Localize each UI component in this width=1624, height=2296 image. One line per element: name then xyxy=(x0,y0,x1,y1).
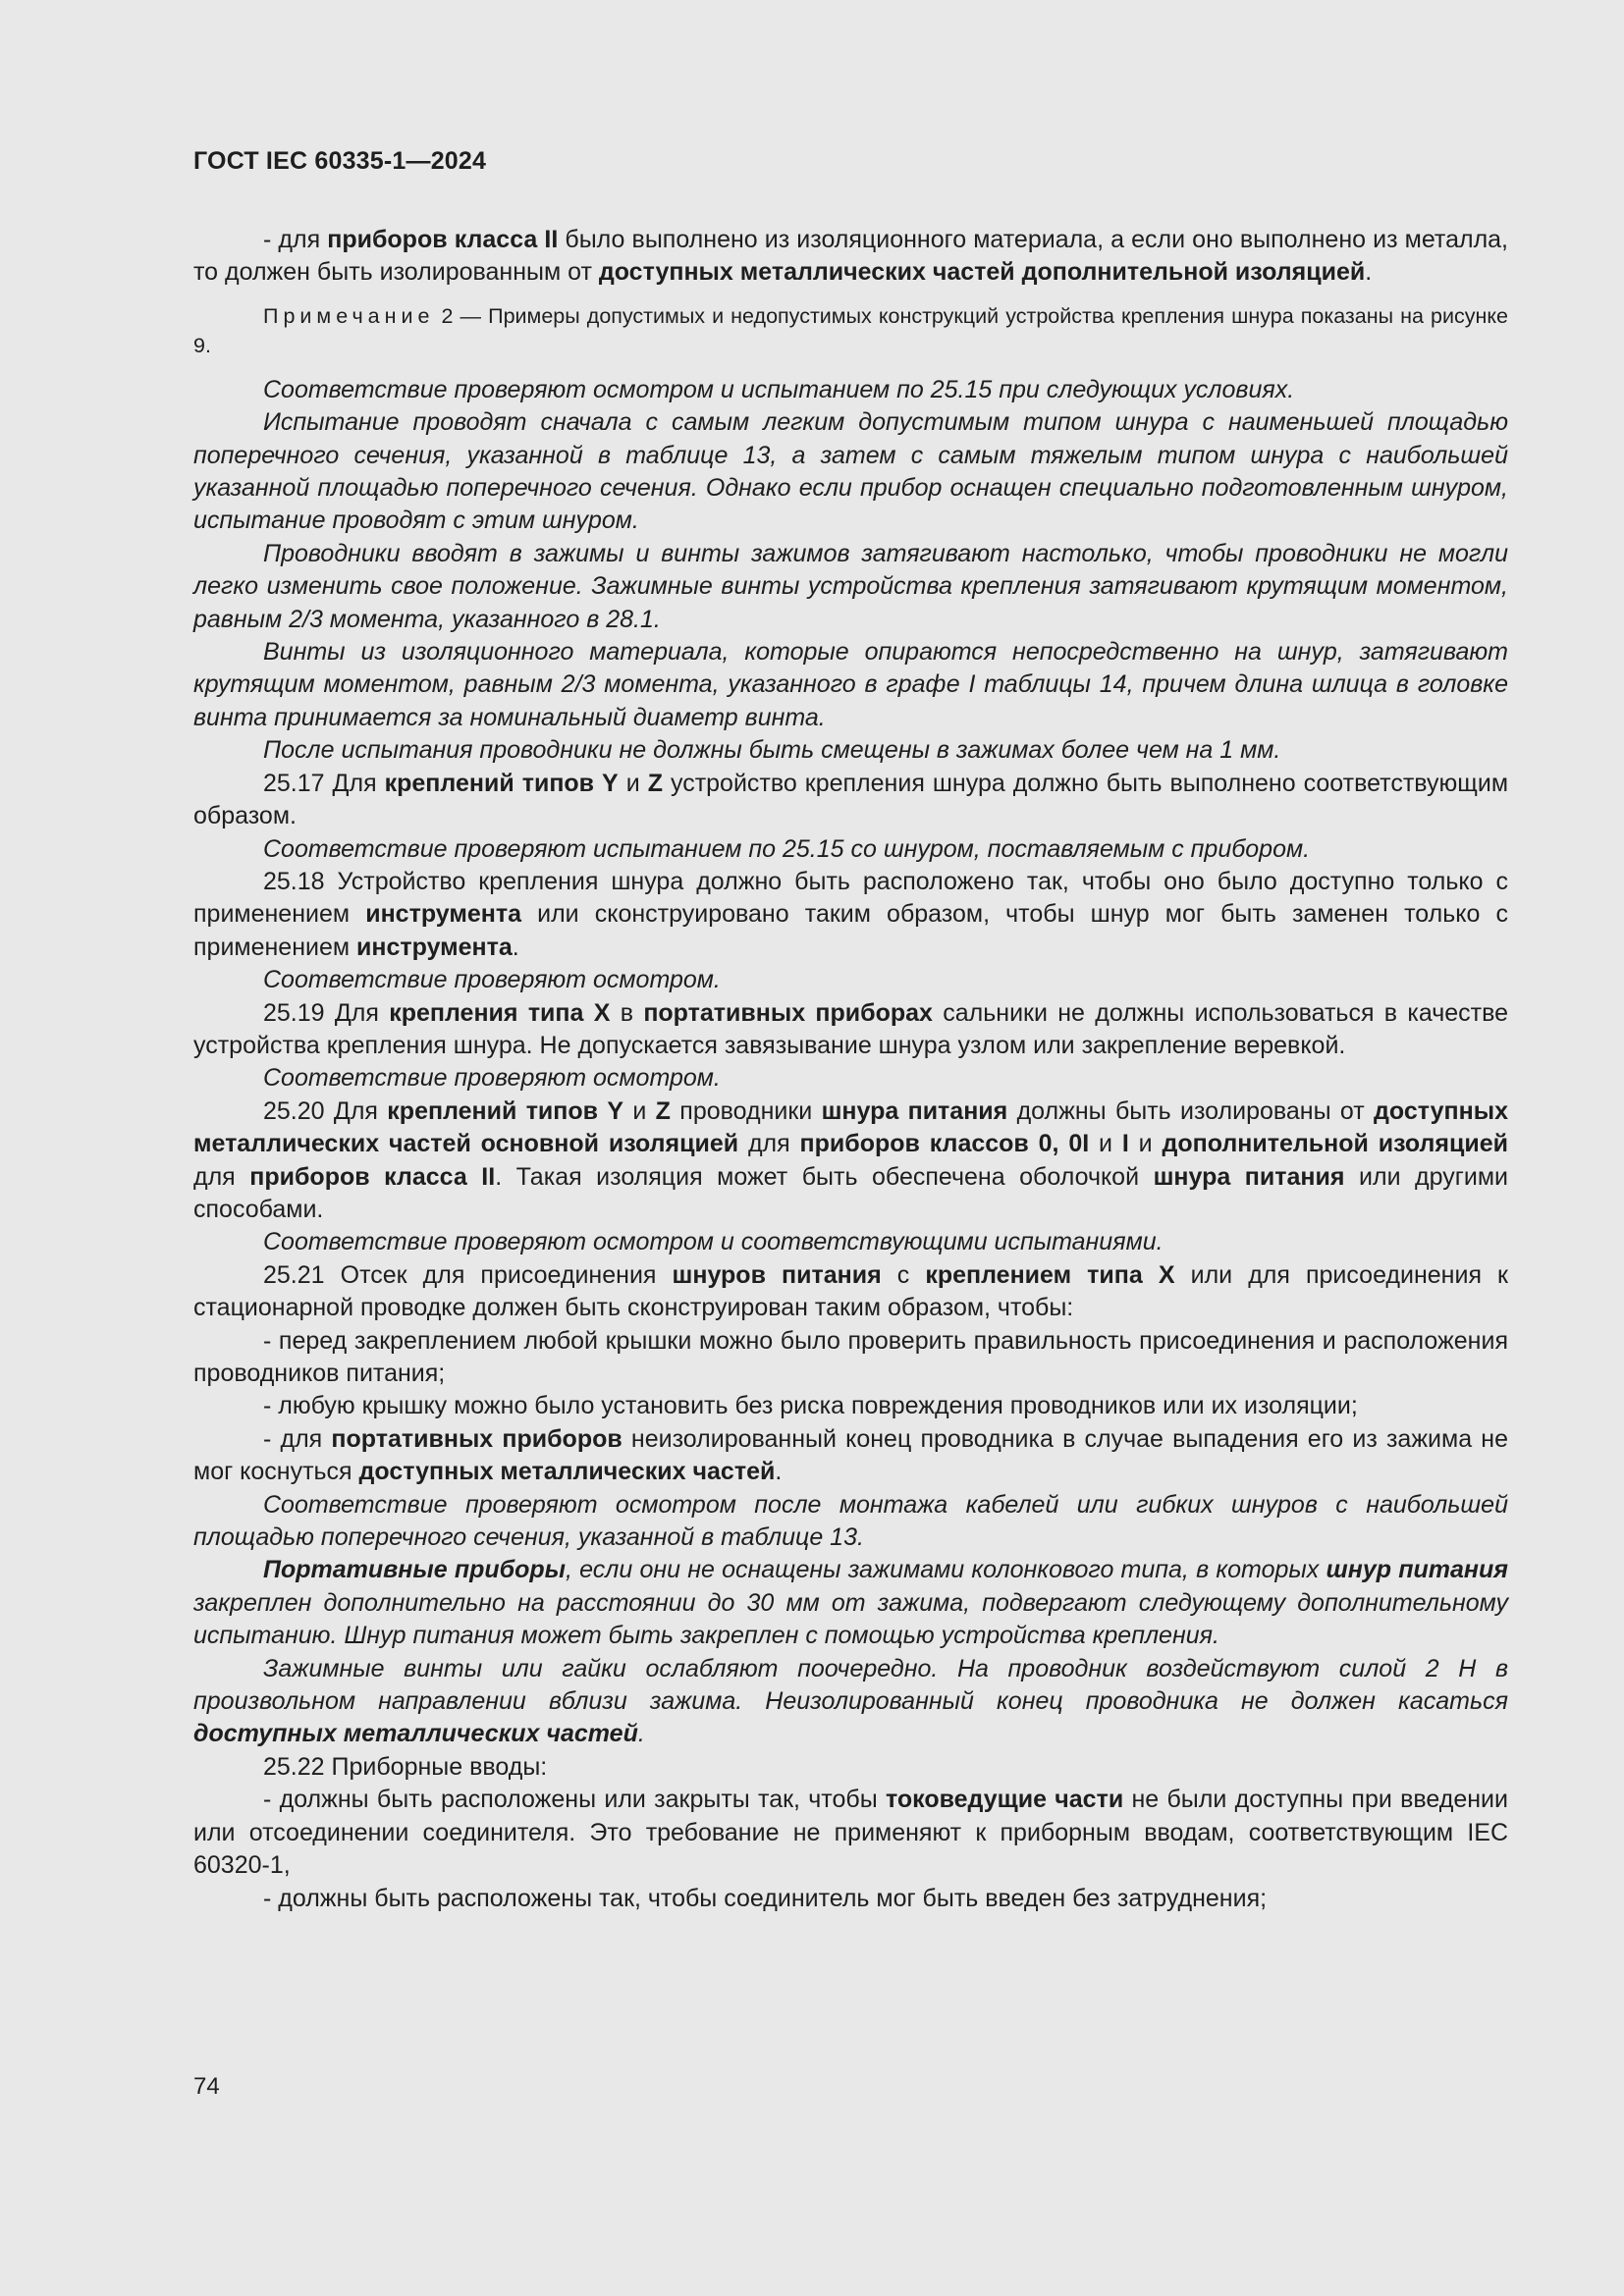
defined-term: инструмента xyxy=(365,900,521,929)
defined-term: доступных металлических частей xyxy=(358,1458,776,1486)
text-run: Соответствие проверяют осмотром после монтажа кабелей или гибких шнуров с наибольшей площадью поперечного сечения, указанной в таблице 13. xyxy=(193,1490,1508,1552)
text-run: . xyxy=(512,933,519,961)
body-paragraph xyxy=(193,1883,1508,1915)
compliance-paragraph xyxy=(193,1489,1508,1555)
defined-term: приборов класса II xyxy=(327,226,559,253)
text-run: должны быть изолированы от xyxy=(1007,1096,1375,1125)
document-header: ГОСТ IEC 60335-1—2024 xyxy=(193,147,487,175)
note-paragraph xyxy=(193,301,1508,360)
text-run: Испытание проводят сначала с самым легким допустимым типом шнура с наименьшей площадью поперечного сечения, указанной в таблице 13, а затем с самым тяжелым типом шнура с наибольшей указанной площадью поперечного сечения. Однако если прибор оснащен специально подготовленным шнуром, испытание проводят с этим шнуром. xyxy=(193,408,1508,535)
text-run: Соответствие проверяют осмотром и испытанием по 25.15 при следующих условиях. xyxy=(263,375,1295,403)
compliance-paragraph xyxy=(193,636,1508,734)
text-run: Зажимные винты или гайки ослабляют поочередно. На проводник воздействуют силой 2 Н в произвольном направлении вблизи зажима. Неизолированный конец проводника не должен касаться xyxy=(193,1654,1508,1716)
defined-term: I xyxy=(1121,1130,1129,1158)
defined-term: портативных приборах xyxy=(643,998,933,1027)
compliance-paragraph xyxy=(193,1653,1508,1751)
body-paragraph xyxy=(193,224,1508,290)
text-run: закреплен дополнительно на расстоянии до 30 мм от зажима, подвергают следующему дополнительному испытанию. Шнур питания может быть закреплен с помощью устройства крепления. xyxy=(193,1588,1508,1650)
defined-term: доступных металлических частей xyxy=(193,1720,638,1748)
text-run: - для xyxy=(263,226,328,253)
text-run: 25.20 Для xyxy=(263,1096,388,1125)
defined-term: Z xyxy=(647,769,663,797)
compliance-paragraph xyxy=(193,406,1508,538)
text-run: Соответствие проверяют испытанием по 25.15 со шнуром, поставляемым с прибором. xyxy=(263,834,1311,863)
compliance-paragraph xyxy=(193,1554,1508,1652)
text-run: для xyxy=(738,1130,800,1158)
defined-term: креплением типа X xyxy=(925,1260,1175,1289)
text-run: проводники xyxy=(670,1096,822,1125)
defined-term: шнуров питания xyxy=(672,1260,882,1289)
defined-term: портативных приборов xyxy=(331,1424,623,1453)
body-paragraph xyxy=(193,997,1508,1063)
text-run: . xyxy=(1365,258,1373,287)
text-run: 25.22 Приборные вводы: xyxy=(263,1752,548,1781)
text-run: и xyxy=(618,769,648,797)
body-paragraph xyxy=(193,866,1508,964)
text-run: После испытания проводники не должны быть смещены в зажимах более чем на 1 мм. xyxy=(263,736,1281,765)
text-run: 25.18 Устройство крепления шнура должно быть расположено так, чтобы оно было доступно только с применением xyxy=(193,867,1508,929)
text-run: - любую крышку можно было установить без риска повреждения проводников или их изоляции; xyxy=(263,1392,1358,1420)
text-run: неизолированный конец проводника в случае выпадения его из зажима не мог коснуться xyxy=(193,1424,1509,1486)
text-run: . xyxy=(637,1720,645,1748)
note-label: Примечание xyxy=(263,303,435,328)
text-run: Соответствие проверяют осмотром. xyxy=(263,966,721,994)
text-run: Проводники вводят в зажимы и винты зажимов затягивают настолько, чтобы проводники не могли легко изменить свое положение. Зажимные винты устройства крепления затягивают крутящим моментом, равным 2/3 момента, указанного в 28.1. xyxy=(193,539,1508,633)
body-paragraph xyxy=(193,1325,1508,1391)
text-run: - должны быть расположены или закрыты так, чтобы xyxy=(263,1786,886,1814)
text-run: 25.21 Отсек для присоединения xyxy=(263,1260,673,1289)
defined-term: шнур питания xyxy=(1326,1556,1508,1584)
text-run: . xyxy=(775,1458,783,1486)
defined-term: креплений типов Y xyxy=(384,769,619,797)
text-run: с xyxy=(881,1260,926,1289)
text-run: - для xyxy=(263,1424,332,1453)
text-run: Соответствие проверяют осмотром. xyxy=(263,1064,721,1093)
defined-term: доступных металлических частей основной изоляцией xyxy=(193,1096,1508,1158)
body-paragraph xyxy=(193,1390,1508,1422)
text-run: Винты из изоляционного материала, которые опираются непосредственно на шнур, затягивают крутящим моментом, равным 2/3 момента, указанного в графе I таблицы 14, причем длина шлица в головке винта принимается за номинальный диаметр винта. xyxy=(193,638,1508,731)
text-run: , если они не оснащены зажимами колонкового типа, в которых xyxy=(566,1556,1326,1584)
compliance-paragraph xyxy=(193,964,1508,996)
defined-term: дополнительной изоляцией xyxy=(1162,1130,1509,1158)
defined-term: шнура питания xyxy=(821,1096,1008,1125)
compliance-paragraph xyxy=(193,833,1508,866)
page-number: 74 xyxy=(193,2073,220,2100)
body-paragraph xyxy=(193,1423,1508,1489)
defined-term: креплений типов Y xyxy=(387,1096,624,1125)
text-run: или другими способами. xyxy=(193,1162,1509,1223)
text-run: и xyxy=(1089,1130,1122,1158)
text-run: 2 — Примеры допустимых и недопустимых конструкций устройства крепления шнура показаны на рисунке 9. xyxy=(193,303,1508,357)
body-paragraph xyxy=(193,1784,1508,1882)
document-body xyxy=(193,224,1508,1915)
defined-term: токоведущие части xyxy=(885,1786,1124,1814)
text-run: и xyxy=(623,1096,656,1125)
compliance-paragraph xyxy=(193,1226,1508,1258)
compliance-paragraph xyxy=(193,538,1508,636)
text-run: было выполнено из изоляционного материала, а если оно выполнено из металла, то должен быть изолированным от xyxy=(193,226,1509,287)
text-run: или для присоединения к стационарной проводке должен быть сконструирован таким образом, чтобы: xyxy=(193,1260,1508,1322)
defined-term: крепления типа X xyxy=(389,998,611,1027)
text-run: . Такая изоляция может быть обеспечена оболочкой xyxy=(495,1162,1154,1191)
text-run: для xyxy=(193,1162,250,1191)
defined-term: инструмента xyxy=(356,933,513,961)
text-run: сальники не должны использоваться в качестве устройства крепления шнура. Не допускается завязывание шнура узлом или закрепление веревкой. xyxy=(193,998,1509,1059)
defined-term: шнура питания xyxy=(1153,1162,1345,1191)
text-run: - перед закреплением любой крышки можно было проверить правильность присоединения и расположения проводников питания; xyxy=(193,1326,1508,1387)
defined-term: Z xyxy=(655,1096,671,1125)
body-paragraph xyxy=(193,1259,1508,1325)
text-run: в xyxy=(610,998,644,1027)
defined-term: Портативные приборы xyxy=(263,1556,566,1584)
compliance-paragraph xyxy=(193,734,1508,767)
text-run: - должны быть расположены так, чтобы соединитель мог быть введен без затруднения; xyxy=(263,1884,1268,1912)
body-paragraph xyxy=(193,1095,1508,1227)
text-run: или сконструировано таким образом, чтобы шнур мог быть заменен только с применением xyxy=(193,900,1508,961)
compliance-paragraph xyxy=(193,374,1508,406)
text-run: 25.19 Для xyxy=(263,998,390,1027)
defined-term: доступных металлических частей дополнительной изоляцией xyxy=(598,258,1366,287)
body-paragraph xyxy=(193,768,1508,833)
defined-term: приборов класса II xyxy=(249,1162,496,1191)
defined-term: приборов классов 0, 0I xyxy=(799,1130,1090,1158)
text-run: не были доступны при введении или отсоединении соединителя. Это требование не применяют к приборным вводам, соответствующим IEC 60320-1, xyxy=(193,1786,1508,1880)
text-run: устройство крепления шнура должно быть выполнено соответствующим образом. xyxy=(193,769,1509,830)
compliance-paragraph xyxy=(193,1062,1508,1095)
text-run: 25.17 Для xyxy=(263,769,385,797)
text-run: и xyxy=(1128,1130,1163,1158)
body-paragraph xyxy=(193,1751,1508,1784)
text-run: Соответствие проверяют осмотром и соответствующими испытаниями. xyxy=(263,1228,1164,1256)
